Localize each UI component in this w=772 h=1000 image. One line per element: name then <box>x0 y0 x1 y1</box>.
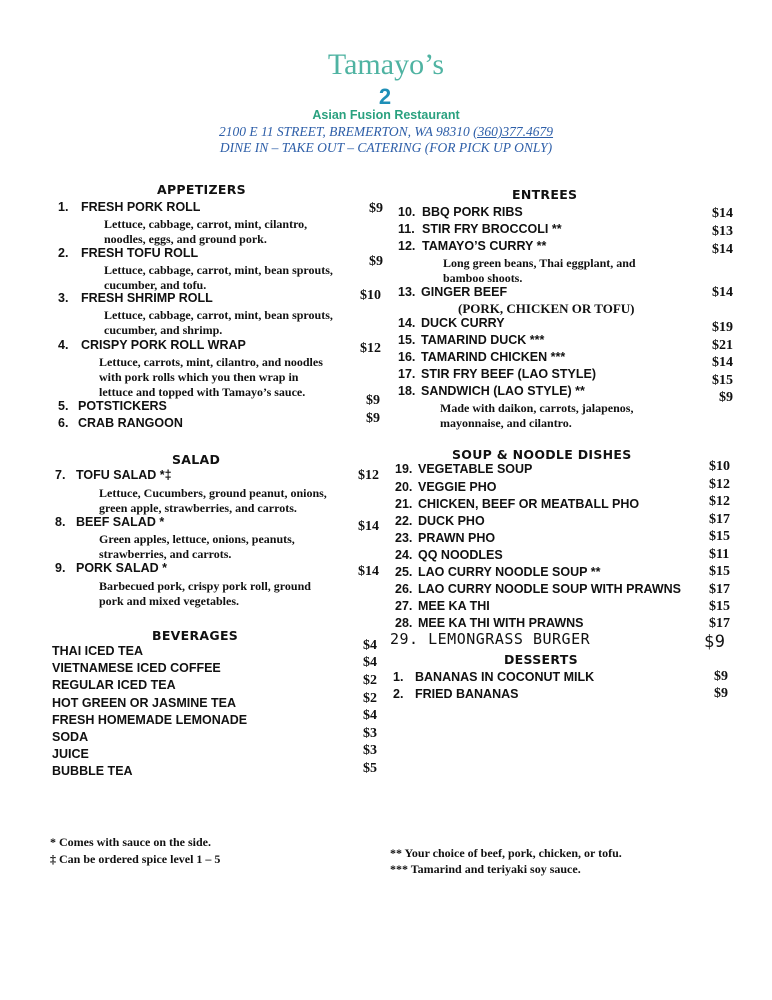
beverage-price: $3 <box>363 743 377 758</box>
item-num: 14. <box>398 316 416 330</box>
item-name: BEEF SALAD * <box>76 515 165 529</box>
item-price: $9 <box>369 254 383 269</box>
item-num: 5. <box>58 399 69 413</box>
item-price: $14 <box>712 285 733 300</box>
item-price: $12 <box>709 477 730 492</box>
item-name: CRISPY PORK ROLL WRAP <box>81 338 246 352</box>
item-num: 17. <box>398 367 416 381</box>
item-name: TAMARIND DUCK *** <box>421 333 545 347</box>
item-price: $9 <box>366 411 380 426</box>
beverage-price: $5 <box>363 761 377 776</box>
item-name: FRESH PORK ROLL <box>81 200 201 214</box>
salad-heading: SALAD <box>172 452 221 467</box>
item-num: 9. <box>55 561 66 575</box>
item-name: CHICKEN, BEEF OR MEATBALL PHO <box>418 497 640 511</box>
item-num: 16. <box>398 350 416 364</box>
appetizers-heading: APPETIZERS <box>157 182 246 197</box>
item-price: $10 <box>709 459 730 474</box>
item-name: TOFU SALAD *‡ <box>76 468 172 482</box>
item-num: 7. <box>55 468 66 482</box>
item-num: 4. <box>58 338 69 352</box>
item-num: 1. <box>393 670 404 684</box>
restaurant-title: Tamayo’s <box>327 48 445 81</box>
beverage-price: $2 <box>363 673 377 688</box>
item-price: $19 <box>712 320 733 335</box>
item-num: 26. <box>395 582 413 596</box>
item-desc: Made with daikon, carrots, jalapenos, mayonnaise, and cilantro. <box>440 401 634 430</box>
item-name: FRIED BANANAS <box>415 687 519 701</box>
item-name: QQ NOODLES <box>418 548 503 562</box>
item-num: 28. <box>395 616 413 630</box>
item-name: STIR FRY BROCCOLI ** <box>422 222 562 236</box>
services-line: DINE IN – TAKE OUT – CATERING (FOR PICK UP ONLY) <box>219 140 553 155</box>
beverage-name: BUBBLE TEA <box>52 764 133 778</box>
item-name: MEE KA THI <box>418 599 490 613</box>
item-price: $11 <box>709 547 730 562</box>
item-desc: Lettuce, Cucumbers, ground peanut, onions, green apple, strawberries, and carrots. <box>99 486 327 515</box>
item-price: $14 <box>712 355 733 370</box>
desserts-heading: DESSERTS <box>504 652 578 667</box>
item-num: 27. <box>395 599 413 613</box>
item-price: $14 <box>712 206 733 221</box>
item-desc: Green apples, lettuce, onions, peanuts, strawberries, and carrots. <box>99 532 295 561</box>
item-num: 13. <box>398 285 416 299</box>
item-name: VEGETABLE SOUP <box>418 462 533 476</box>
beverage-price: $3 <box>363 726 377 741</box>
item-num: 1. <box>58 200 69 214</box>
item-num: 8. <box>55 515 66 529</box>
footnotes-right: ** Your choice of beef, pork, chicken, or tofu. *** Tamarind and teriyaki soy sauce. <box>390 846 622 876</box>
beverage-name: THAI ICED TEA <box>52 644 143 658</box>
item-name: LAO CURRY NOODLE SOUP WITH PRAWNS <box>418 582 681 596</box>
item-num: 2. <box>393 687 404 701</box>
item-name: MEE KA THI WITH PRAWNS <box>418 616 584 630</box>
item-price: $14 <box>358 519 379 534</box>
item-num: 11. <box>398 222 415 236</box>
beverage-name: JUICE <box>52 747 89 761</box>
item-name: POTSTICKERS <box>78 399 167 413</box>
item-num: 19. <box>395 462 413 476</box>
beverage-name: FRESH HOMEMADE LEMONADE <box>52 713 248 727</box>
soup-heading: SOUP & NOODLE DISHES <box>452 447 632 462</box>
item-price: $10 <box>360 288 381 303</box>
item-name: SANDWICH (LAO STYLE) ** <box>421 384 585 398</box>
item-price: $9 <box>714 669 728 684</box>
item-num: 22. <box>395 514 413 528</box>
beverage-name: REGULAR ICED TEA <box>52 678 176 692</box>
footnotes-left: * Comes with sauce on the side. ‡ Can be ordered spice level 1 – 5 <box>50 835 221 866</box>
item-name: STIR FRY BEEF (LAO STYLE) <box>421 367 597 381</box>
item-num: 24. <box>395 548 413 562</box>
item-num: 23. <box>395 531 413 545</box>
item-price: $12 <box>709 494 730 509</box>
beverage-name: VIETNAMESE ICED COFFEE <box>52 661 221 675</box>
item-num: 6. <box>58 416 69 430</box>
item-name: BBQ PORK RIBS <box>422 205 523 219</box>
item-num: 20. <box>395 480 413 494</box>
item-name: DUCK CURRY <box>421 316 505 330</box>
beverage-price: $2 <box>363 691 377 706</box>
item-num: 21. <box>395 497 413 511</box>
item-price: $9 <box>719 390 733 405</box>
item-name: DUCK PHO <box>418 514 485 528</box>
item-price: $12 <box>358 468 379 483</box>
item-name: LAO CURRY NOODLE SOUP ** <box>418 565 601 579</box>
item-name: GINGER BEEF <box>421 285 508 299</box>
item-name: BANANAS IN COCONUT MILK <box>415 670 595 684</box>
item-price: $14 <box>358 564 379 579</box>
item-price: $21 <box>712 338 733 353</box>
item-price: $9 <box>369 201 383 216</box>
beverage-price: $4 <box>363 655 377 670</box>
item-price: $15 <box>709 564 730 579</box>
restaurant-number: 2 <box>378 84 394 109</box>
item-price: $13 <box>712 224 733 239</box>
item-num: 12. <box>398 239 416 253</box>
beverage-name: SODA <box>52 730 89 744</box>
restaurant-subtitle: Asian Fusion Restaurant <box>312 108 460 122</box>
item-desc: Lettuce, cabbage, carrot, mint, cilantro, noodles, eggs, and ground pork. <box>104 217 308 246</box>
item-price: $15 <box>709 529 730 544</box>
item-desc: Long green beans, Thai eggplant, and bamboo shoots. <box>443 256 636 285</box>
item-desc: Barbecued pork, crispy pork roll, ground pork and mixed vegetables. <box>99 579 311 608</box>
phone-link[interactable]: (360)377.4679 <box>473 124 554 139</box>
beverage-price: $4 <box>363 638 377 653</box>
item-num: 25. <box>395 565 413 579</box>
entrees-heading: ENTREES <box>512 187 578 202</box>
address: 2100 E 11 STREET, BREMERTON, WA 98310 <box>218 124 470 139</box>
item-price: $9 <box>714 686 728 701</box>
item-name: PORK SALAD * <box>76 561 167 575</box>
item-name: TAMAYO’S CURRY ** <box>422 239 547 253</box>
item-desc: Lettuce, cabbage, carrot, mint, bean sprouts, cucumber, and tofu. <box>104 263 333 292</box>
address-block <box>0 124 772 156</box>
item-num: 2. <box>58 246 69 260</box>
item-price: $15 <box>709 599 730 614</box>
item-price: $17 <box>709 512 730 527</box>
item-price: $17 <box>709 616 730 631</box>
item-name: FRESH SHRIMP ROLL <box>81 291 213 305</box>
item-name: FRESH TOFU ROLL <box>81 246 199 260</box>
item-num: 3. <box>58 291 69 305</box>
item-price: $15 <box>712 373 733 388</box>
item-num: 18. <box>398 384 416 398</box>
beverage-name: HOT GREEN OR JASMINE TEA <box>52 696 237 710</box>
item-name: PRAWN PHO <box>418 531 496 545</box>
item-price: $9 <box>366 393 380 408</box>
item-num: 10. <box>398 205 416 219</box>
item-name: CRAB RANGOON <box>78 416 183 430</box>
item-price: $12 <box>360 341 381 356</box>
beverage-price: $4 <box>363 708 377 723</box>
item-desc: (PORK, CHICKEN OR TOFU) <box>458 301 635 316</box>
item-name: TAMARIND CHICKEN *** <box>421 350 566 364</box>
beverages-heading: BEVERAGES <box>152 628 239 643</box>
handwritten-item-price: $9 <box>704 632 726 652</box>
handwritten-item-name: 29. LEMONGRASS BURGER <box>390 630 591 648</box>
item-desc: Lettuce, cabbage, carrot, mint, bean sprouts, cucumber, and shrimp. <box>104 308 333 337</box>
item-desc: Lettuce, carrots, mint, cilantro, and noodles with pork rolls which you then wrap in lettuce and topped with Tamayo’s sauce. <box>99 355 323 399</box>
item-name: VEGGIE PHO <box>418 480 497 494</box>
item-price: $17 <box>709 582 730 597</box>
item-price: $14 <box>712 242 733 257</box>
item-num: 15. <box>398 333 416 347</box>
